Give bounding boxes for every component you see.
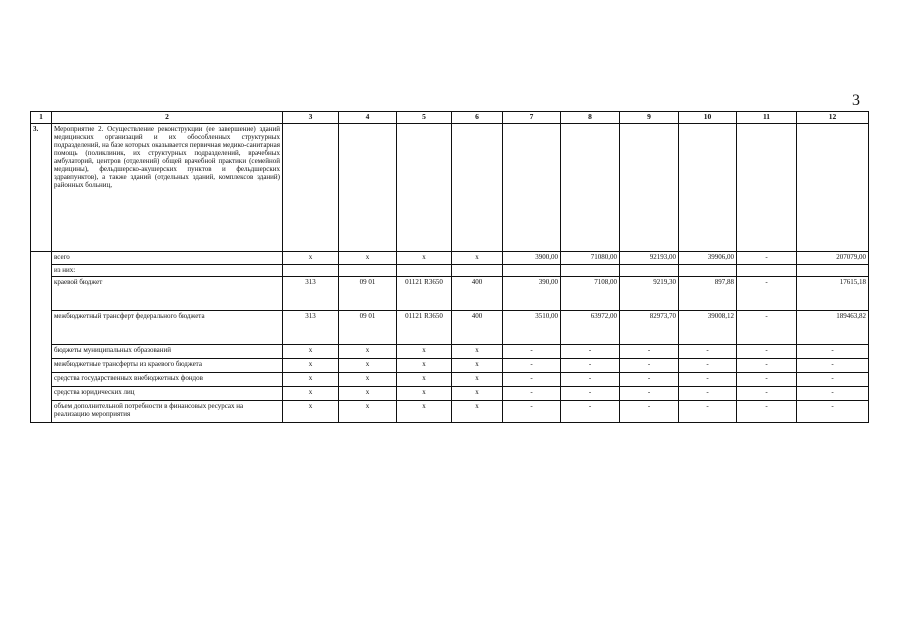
cell-c4: 09 01 [339, 311, 397, 345]
cell-c4: 09 01 [339, 277, 397, 311]
cell-c5: х [397, 345, 452, 359]
cell-c6: х [452, 345, 503, 359]
cell-c3: х [283, 345, 339, 359]
header-cell: 3 [283, 112, 339, 124]
cell-c9: - [620, 387, 679, 401]
row-label: объем дополнительной потребности в финансовых ресурсах на реализацию мероприятия [52, 401, 283, 423]
table-row [31, 359, 869, 373]
cell-c11: - [737, 359, 797, 373]
cell-c7: - [503, 373, 561, 387]
cell-c12: - [797, 401, 869, 423]
activity-row [31, 124, 869, 252]
table-row [31, 373, 869, 387]
cell-c9: 92193,00 [620, 252, 679, 265]
cell-c10: 39906,00 [679, 252, 737, 265]
cell-c5: х [397, 387, 452, 401]
cell-c8: - [561, 345, 620, 359]
table-row [31, 277, 869, 311]
cell-c5: 01121 R3650 [397, 311, 452, 345]
cell-c4: х [339, 359, 397, 373]
cell-c4: х [339, 252, 397, 265]
row-label: средства юридических лиц [52, 387, 283, 401]
cell-c9: 9219,30 [620, 277, 679, 311]
cell-c8: - [561, 387, 620, 401]
row-label: межбюджетные трансферты из краевого бюджета [52, 359, 283, 373]
cell-c11: - [737, 277, 797, 311]
activity-description: Мероприятие 2. Осуществление реконструкции (ее завершение) зданий медицинских организаций и их обособленных структурных подразделений, на базе которых оказывается первичная медико-санитарная помощь (поликлиник, их структурных подразделений, врачебных амбулаторий, центров (отделений) общей врачебной практики (семейной медицины), фельдшерско-акушерских пунктов и фельдшерских здравпунктов), а также зданий (отдельных зданий, комплексов зданий) районных больниц, [52, 124, 283, 252]
header-cell: 5 [397, 112, 452, 124]
row-label: средства государственных внебюджетных фондов [52, 373, 283, 387]
cell-c3: х [283, 401, 339, 423]
activity-number: 3. [31, 124, 52, 252]
header-row [31, 112, 869, 124]
cell-c7: 3510,00 [503, 311, 561, 345]
cell-c3: 313 [283, 311, 339, 345]
header-cell: 12 [797, 112, 869, 124]
cell-c12: 17615,18 [797, 277, 869, 311]
cell-c3: х [283, 252, 339, 265]
header-cell: 1 [31, 112, 52, 124]
cell-c4: х [339, 345, 397, 359]
cell-c5: х [397, 252, 452, 265]
table-row [31, 265, 869, 277]
header-cell: 2 [52, 112, 283, 124]
cell-c8: - [561, 401, 620, 423]
cell-c6: х [452, 387, 503, 401]
cell-c7: - [503, 401, 561, 423]
cell-c11: - [737, 387, 797, 401]
cell-c11: - [737, 373, 797, 387]
header-cell: 6 [452, 112, 503, 124]
header-cell: 11 [737, 112, 797, 124]
cell-c6: х [452, 373, 503, 387]
cell-c10: - [679, 345, 737, 359]
table-row [31, 311, 869, 345]
table-row [31, 345, 869, 359]
row-label: из них: [52, 265, 283, 277]
cell-c12: - [797, 373, 869, 387]
cell-c6: х [452, 401, 503, 423]
row-label: всего [52, 252, 283, 265]
cell-c10: - [679, 359, 737, 373]
header-cell: 4 [339, 112, 397, 124]
cell-c8: 63972,00 [561, 311, 620, 345]
cell-c3: х [283, 359, 339, 373]
cell-c12: 207079,00 [797, 252, 869, 265]
header-cell: 8 [561, 112, 620, 124]
cell-c12: - [797, 359, 869, 373]
cell-c10: 897,88 [679, 277, 737, 311]
cell-c4: х [339, 373, 397, 387]
row-label: краевой бюджет [52, 277, 283, 311]
cell-c9: - [620, 345, 679, 359]
cell-c10: 39008,12 [679, 311, 737, 345]
cell-c3: х [283, 387, 339, 401]
cell-c9: 82973,70 [620, 311, 679, 345]
cell-c3: 313 [283, 277, 339, 311]
cell-c9: - [620, 359, 679, 373]
cell-c11: - [737, 401, 797, 423]
row-label: межбюджетный трансферт федерального бюджета [52, 311, 283, 345]
cell-c9: - [620, 401, 679, 423]
table-row [31, 252, 869, 265]
row-label: бюджеты муниципальных образований [52, 345, 283, 359]
budget-table [30, 111, 869, 423]
cell-c7: 3900,00 [503, 252, 561, 265]
cell-c4: х [339, 401, 397, 423]
page-number: 3 [852, 92, 860, 109]
cell-c12: - [797, 345, 869, 359]
cell-c8: - [561, 373, 620, 387]
cell-c7: - [503, 387, 561, 401]
cell-c7: - [503, 359, 561, 373]
cell-c6: х [452, 252, 503, 265]
cell-c12: - [797, 387, 869, 401]
cell-c5: 01121 R3650 [397, 277, 452, 311]
cell-c11: - [737, 311, 797, 345]
cell-c5: х [397, 401, 452, 423]
cell-c8: 7108,00 [561, 277, 620, 311]
cell-c10: - [679, 373, 737, 387]
cell-c8: - [561, 359, 620, 373]
cell-c6: 400 [452, 277, 503, 311]
table-row [31, 401, 869, 423]
cell-c11: - [737, 345, 797, 359]
cell-c4: х [339, 387, 397, 401]
cell-c6: 400 [452, 311, 503, 345]
cell-c7: - [503, 345, 561, 359]
cell-c12: 189463,82 [797, 311, 869, 345]
header-cell: 7 [503, 112, 561, 124]
cell-c8: 71080,00 [561, 252, 620, 265]
table-row [31, 387, 869, 401]
cell-c9: - [620, 373, 679, 387]
cell-c6: х [452, 359, 503, 373]
cell-c3: х [283, 373, 339, 387]
cell-c5: х [397, 359, 452, 373]
cell-c11: - [737, 252, 797, 265]
cell-c5: х [397, 373, 452, 387]
cell-c10: - [679, 387, 737, 401]
header-cell: 10 [679, 112, 737, 124]
cell-c10: - [679, 401, 737, 423]
cell-c7: 390,00 [503, 277, 561, 311]
header-cell: 9 [620, 112, 679, 124]
